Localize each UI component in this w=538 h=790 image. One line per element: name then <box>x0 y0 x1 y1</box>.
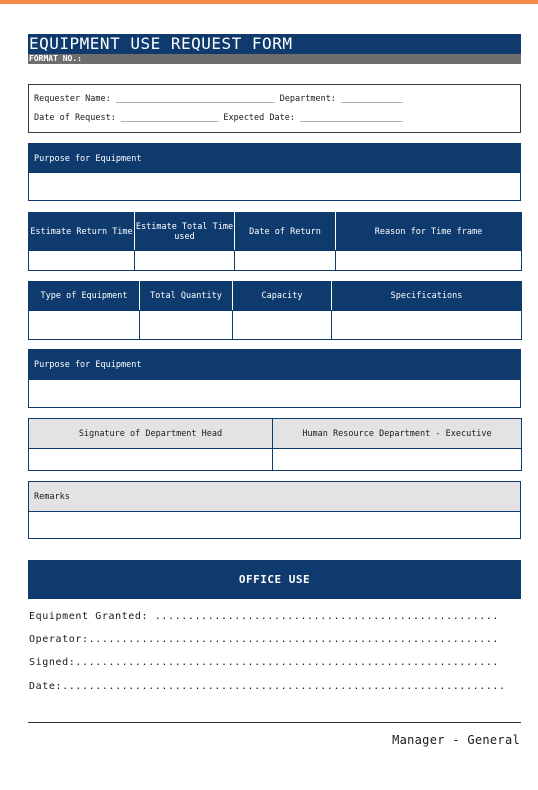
purpose-label-2: Purpose for Equipment <box>29 350 520 380</box>
purpose-section-1 <box>28 143 521 201</box>
header-date-of-return: Date of Return <box>235 213 336 251</box>
header-total-quantity: Total Quantity <box>140 282 233 311</box>
footer-divider <box>28 722 521 723</box>
cell-estimate-total-time[interactable] <box>135 251 235 271</box>
top-accent-bar <box>0 0 538 4</box>
cell-type-of-equipment[interactable] <box>29 311 140 340</box>
manager-general-label: Manager - General <box>392 733 520 747</box>
cell-capacity[interactable] <box>233 311 332 340</box>
cell-hr-executive[interactable] <box>273 449 522 471</box>
signed-line[interactable]: Signed:................................................................ <box>29 657 500 668</box>
cell-department-head-signature[interactable] <box>29 449 273 471</box>
purpose-field-2[interactable] <box>29 380 520 407</box>
header-estimate-total-time: Estimate Total Time used <box>135 213 235 251</box>
date-line[interactable]: Date:................................................................... <box>29 681 506 692</box>
header-reason-time-frame: Reason for Time frame <box>336 213 522 251</box>
cell-specifications[interactable] <box>332 311 522 340</box>
requester-info-box <box>28 84 521 133</box>
cell-total-quantity[interactable] <box>140 311 233 340</box>
return-time-table <box>28 212 522 271</box>
format-number: FORMAT NO.: <box>28 54 521 64</box>
request-date-expected-date-line[interactable]: Date of Request: ___________________ Expected Date: ____________________ <box>34 113 403 123</box>
signature-table <box>28 418 522 471</box>
cell-date-of-return[interactable] <box>235 251 336 271</box>
cell-estimate-return-time[interactable] <box>29 251 135 271</box>
purpose-section-2 <box>28 349 521 408</box>
remarks-section <box>28 481 521 539</box>
equipment-table <box>28 281 522 340</box>
purpose-field-1[interactable] <box>29 173 520 200</box>
header-capacity: Capacity <box>233 282 332 311</box>
office-use-title: OFFICE USE <box>28 560 521 599</box>
header-hr-executive: Human Resource Department - Executive <box>273 419 522 449</box>
header-type-of-equipment: Type of Equipment <box>29 282 140 311</box>
form-title: EQUIPMENT USE REQUEST FORM <box>28 34 521 54</box>
operator-line[interactable]: Operator:.............................................................. <box>29 634 500 645</box>
purpose-label-1: Purpose for Equipment <box>29 144 520 173</box>
header-specifications: Specifications <box>332 282 522 311</box>
cell-reason-time-frame[interactable] <box>336 251 522 271</box>
remarks-field[interactable] <box>29 512 520 538</box>
header-department-head-signature: Signature of Department Head <box>29 419 273 449</box>
equipment-granted-line[interactable]: Equipment Granted: .................................................... <box>29 611 500 622</box>
header-estimate-return-time: Estimate Return Time <box>29 213 135 251</box>
remarks-label: Remarks <box>29 482 520 512</box>
requester-name-department-line[interactable]: Requester Name: _______________________________ Department: ____________ <box>34 94 403 104</box>
